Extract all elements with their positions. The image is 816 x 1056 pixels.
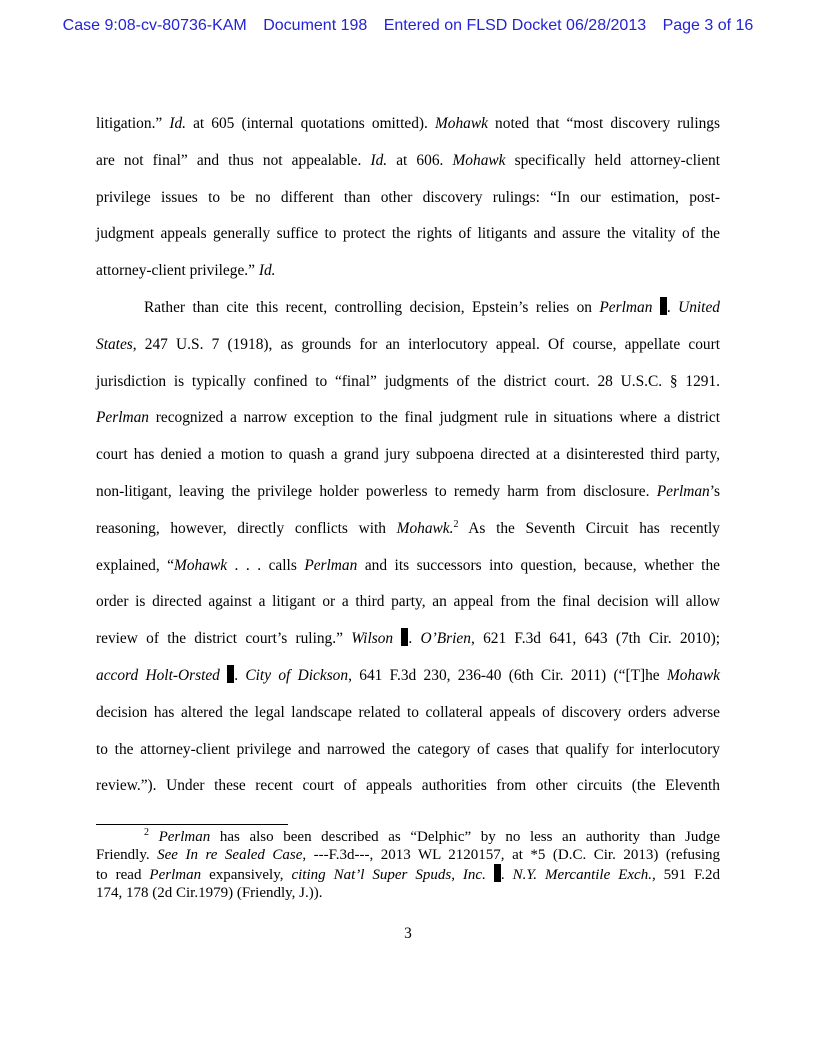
text-run: to read	[96, 867, 150, 884]
italic-citation: Mohawk	[666, 666, 720, 684]
italic-citation: N.Y. Mercantile Exch.,	[512, 867, 656, 884]
body-line	[96, 290, 720, 327]
body-line	[96, 584, 720, 621]
text-run: 174, 178 (2d Cir.1979) (Friendly, J.)).	[96, 884, 323, 901]
text-run: privilege issues to be no different than other discovery rulings: “In our estimation, post-	[96, 188, 720, 206]
text-run	[220, 667, 227, 684]
text-run: specifically held attorney-client	[505, 151, 720, 169]
text-run: has also been described as “Delphic” by no less an authority than Judge	[210, 829, 721, 845]
footnote-line	[96, 847, 720, 865]
footnote-marker: 2	[144, 827, 149, 838]
text-run: recognized a narrow exception to the final judgment rule in situations where a district	[149, 409, 720, 427]
italic-citation: United	[678, 298, 720, 316]
body-line	[96, 216, 720, 253]
body-line	[96, 621, 720, 658]
text-run: reasoning, however, directly conflicts with	[96, 519, 397, 537]
italic-citation: Mohawk	[174, 556, 228, 574]
document-number: Document 198	[263, 17, 368, 34]
body-line	[96, 695, 720, 732]
body-line	[96, 768, 720, 805]
text-run: expansively,	[201, 867, 292, 884]
italic-citation: Perlman	[149, 867, 202, 884]
footnote-2	[96, 829, 720, 902]
text-run	[486, 867, 494, 883]
text-run: noted that “most discovery rulings	[487, 115, 720, 132]
text-run: explained, “	[96, 556, 175, 574]
body-line	[96, 364, 720, 401]
docket-header	[0, 17, 816, 35]
body-line	[96, 327, 720, 364]
text-run: court has denied a motion to quash a grand jury subpoena directed at a disinterested third party,	[96, 446, 720, 464]
docket-entry: Entered on FLSD Docket 06/28/2013	[383, 17, 647, 34]
text-run: at 605 (internal quotations omitted).	[186, 115, 435, 132]
text-run: 591 F.2d	[655, 867, 721, 884]
text-run: .	[666, 298, 679, 316]
text-run: .	[234, 666, 246, 684]
text-run: attorney-client privilege.”	[96, 262, 259, 280]
text-run: are not final” and thus not appealable.	[96, 151, 371, 169]
body-line	[96, 180, 720, 217]
italic-citation: citing Nat’l Super Spuds, Inc.	[291, 867, 486, 884]
text-run: .	[500, 867, 513, 884]
italic-citation: See In re Sealed Case	[157, 846, 303, 863]
italic-citation: Id.	[370, 151, 388, 169]
italic-citation: Perlman	[158, 829, 211, 845]
text-run: , 247 U.S. 7 (1918), as grounds for an interlocutory appeal. Of course, appellate court	[132, 335, 720, 353]
text-run: non-litigant, leaving the privilege holder powerless to remedy harm from disclosure.	[96, 482, 657, 500]
text-run: review.”). Under these recent court of appeals authorities from other circuits (the Eleventh	[96, 777, 720, 795]
footnote-line	[96, 829, 720, 847]
italic-citation: Perlman	[304, 556, 358, 574]
text-run: Friendly.	[96, 846, 158, 863]
body-text	[96, 106, 720, 805]
case-number: Case 9:08-cv-80736-KAM	[62, 17, 247, 34]
body-line	[96, 253, 720, 290]
text-run: to the attorney-client privilege and narrowed the category of cases that qualify for interlocutory	[96, 740, 720, 758]
text-run: litigation.”	[96, 115, 170, 132]
text-run: judgment appeals generally suffice to protect the rights of litigants and assure the vitality of the	[96, 225, 720, 243]
redaction-block	[660, 297, 667, 315]
italic-citation: Perlman	[656, 482, 710, 500]
text-run: jurisdiction is typically confined to “final” judgments of the district court. 28 U.S.C. § 1291.	[96, 372, 720, 390]
italic-citation: States	[96, 335, 133, 353]
text-run: at 606.	[387, 151, 453, 169]
body-line	[96, 437, 720, 474]
footnote-rule	[96, 824, 288, 825]
text-run: order is directed against a litigant or a third party, an appeal from the final decision will allow	[96, 593, 720, 611]
italic-citation: O’Brien	[420, 630, 471, 648]
italic-citation: Mohawk	[434, 115, 488, 132]
page-number: 3	[404, 925, 412, 942]
body-line	[96, 143, 720, 180]
body-line	[96, 548, 720, 585]
italic-citation: Mohawk.	[396, 519, 454, 537]
text-run: .	[408, 630, 421, 648]
italic-citation: Id.	[169, 115, 187, 132]
body-line	[96, 400, 720, 437]
redaction-block	[494, 864, 501, 882]
footnote-line	[96, 885, 720, 903]
body-line	[96, 474, 720, 511]
text-run: , 621 F.3d 641, 643 (7th Cir. 2010);	[470, 630, 720, 648]
body-line	[96, 511, 720, 548]
footnote-line	[96, 864, 720, 885]
text-run: review of the district court’s ruling.”	[96, 630, 352, 648]
italic-citation: Id.	[258, 262, 276, 280]
text-run: As the Seventh Circuit has recently	[458, 519, 720, 537]
text-run: and its successors into question, because, whether the	[357, 556, 720, 574]
text-run	[393, 630, 401, 647]
italic-citation: accord Holt-Orsted	[96, 666, 220, 684]
footnote-marker: 2	[453, 518, 459, 530]
italic-citation: Wilson	[351, 630, 394, 648]
text-run	[149, 829, 159, 845]
text-run: . . . calls	[227, 556, 305, 574]
body-line	[96, 658, 720, 695]
italic-citation: Perlman	[96, 409, 150, 427]
italic-citation: Mohawk	[452, 151, 506, 169]
italic-citation: Perlman	[599, 298, 653, 316]
text-run: , ---F.3d---, 2013 WL 2120157, at *5 (D.C. Cir. 2013) (refusing	[302, 846, 721, 863]
body-line	[96, 732, 720, 769]
body-line	[96, 106, 720, 143]
text-run: Rather than cite this recent, controlling decision, Epstein’s relies on	[144, 298, 600, 316]
text-run: ’s	[709, 482, 720, 500]
text-run: decision has altered the legal landscape related to collateral appeals of discovery orders adverse	[96, 703, 720, 721]
italic-citation: City of Dickson	[245, 666, 349, 684]
text-run	[652, 299, 659, 316]
text-run: , 641 F.3d 230, 236-40 (6th Cir. 2011) (“[T]he	[348, 666, 667, 684]
page-of-total: Page 3 of 16	[662, 17, 754, 34]
